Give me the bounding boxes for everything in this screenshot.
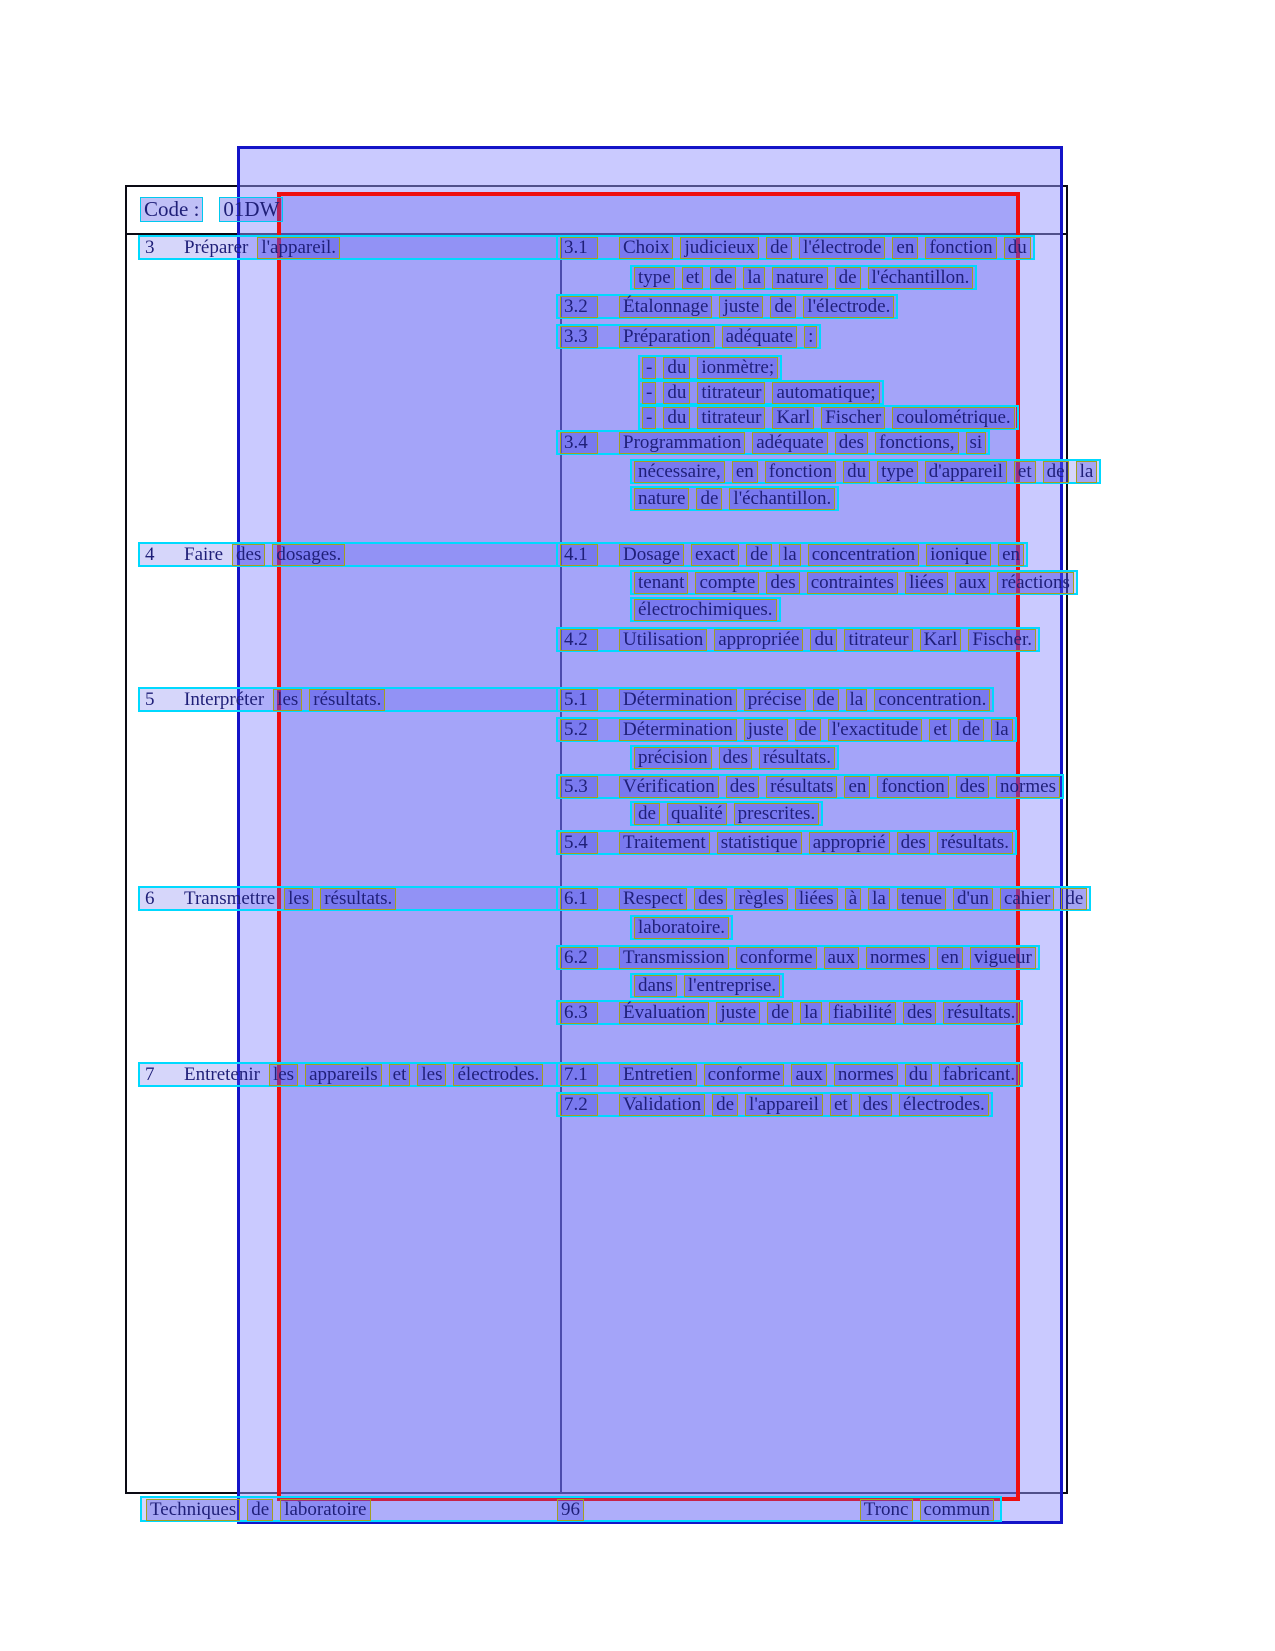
word-box: - <box>642 357 656 379</box>
word-box: Étalonnage <box>619 296 712 318</box>
word-box: en <box>892 237 918 259</box>
ocr-line <box>630 265 977 290</box>
word-box: et <box>1014 461 1036 483</box>
word-box: résultats <box>766 776 837 798</box>
word-box: type <box>634 267 675 289</box>
word-box: précision <box>634 747 712 769</box>
ocr-line <box>630 915 733 940</box>
word-box: coulométrique. <box>892 407 1015 429</box>
item-number: 3 <box>145 236 155 258</box>
word-box: du <box>663 407 690 429</box>
word-box: électrodes. <box>899 1094 989 1116</box>
word-box: de <box>712 1094 738 1116</box>
word-box: tenant <box>634 572 688 594</box>
word-box: Fischer <box>821 407 885 429</box>
word-box: réactions <box>997 572 1074 594</box>
ocr-line <box>630 745 839 770</box>
word-box: l'échantillon. <box>729 488 835 510</box>
word-box: Respect <box>619 888 687 910</box>
word-box: Faire <box>184 543 224 565</box>
ocr-line-7 <box>138 1062 558 1087</box>
item-number: 6 <box>145 887 155 909</box>
word-box: la <box>846 689 868 711</box>
item-number: 5.2 <box>560 719 598 741</box>
word-box: titrateur <box>697 407 765 429</box>
word-box: juste <box>719 296 763 318</box>
word-box: Validation <box>619 1094 705 1116</box>
word-box: Transmission <box>619 947 729 969</box>
word-box: l'électrode <box>799 237 885 259</box>
item-number: 6.2 <box>560 947 598 969</box>
word-box: du <box>905 1064 932 1086</box>
ocr-line-4.1 <box>556 542 1028 567</box>
ocr-line <box>630 486 839 511</box>
word-box: du <box>663 357 690 379</box>
word-box: résultats. <box>309 689 385 711</box>
ocr-line <box>630 597 781 622</box>
item-number: 4.1 <box>560 544 598 566</box>
code-row <box>138 195 285 223</box>
word-box: de <box>958 719 984 741</box>
item-number: 3.4 <box>560 432 598 454</box>
word-box: automatique; <box>772 382 879 404</box>
word-box: la <box>991 719 1013 741</box>
word-box: normes <box>834 1064 898 1086</box>
word-box: l'échantillon. <box>868 267 974 289</box>
word-box: fonction <box>765 461 836 483</box>
ocr-line <box>630 973 784 998</box>
ocr-line <box>630 570 1078 595</box>
ocr-line <box>638 355 782 380</box>
word-box: de <box>696 488 722 510</box>
word-box: Transmettre <box>184 887 276 909</box>
word-box: type <box>877 461 918 483</box>
word-box: nécessaire, <box>634 461 725 483</box>
word-box: en <box>937 947 963 969</box>
word-box: normes <box>996 776 1060 798</box>
ocr-line-7.1 <box>556 1062 1023 1087</box>
word-box: d'appareil <box>925 461 1007 483</box>
word-box: conforme <box>736 947 817 969</box>
word-box: résultats. <box>943 1002 1019 1024</box>
word-box: Karl <box>920 629 962 651</box>
ocr-line-6 <box>138 886 558 911</box>
word-box: Techniques <box>146 1499 240 1521</box>
ocr-line-3.3 <box>556 324 821 349</box>
word-box: des <box>766 572 799 594</box>
item-number: 5.3 <box>560 776 598 798</box>
word-box: des <box>956 776 989 798</box>
word-box: de <box>766 237 792 259</box>
word-box: conforme <box>704 1064 785 1086</box>
word-box: à <box>845 888 861 910</box>
ocr-line-3.2 <box>556 294 898 319</box>
word-box: l'appareil <box>745 1094 823 1116</box>
word-box: appareils <box>305 1064 382 1086</box>
ocr-line-5.2 <box>556 717 1017 742</box>
word-box: fonction <box>925 237 996 259</box>
word-box: vigueur <box>970 947 1036 969</box>
word-box: laboratoire <box>280 1499 370 1521</box>
ocr-line-6.2 <box>556 945 1040 970</box>
word-box: Choix <box>619 237 673 259</box>
word-box: des <box>835 432 868 454</box>
word-box: la <box>779 544 801 566</box>
word-box: titrateur <box>697 382 765 404</box>
footer-right <box>860 1499 994 1521</box>
word-box: adéquate <box>752 432 828 454</box>
word-box: Traitement <box>619 832 710 854</box>
word-box: la <box>1076 461 1098 483</box>
ocr-line-5.4 <box>556 830 1017 855</box>
item-number: 6.1 <box>560 888 598 910</box>
word-box: compte <box>695 572 759 594</box>
word-box: fonctions, <box>875 432 958 454</box>
word-box: Tronc <box>860 1499 913 1521</box>
ocr-line-3.4 <box>556 430 990 455</box>
word-box: aux <box>955 572 990 594</box>
word-box: des <box>859 1094 892 1116</box>
word-box: exact <box>691 544 739 566</box>
word-box: et <box>389 1064 411 1086</box>
word-box: de <box>795 719 821 741</box>
page-number: 96 <box>557 1499 584 1521</box>
item-number: 7 <box>145 1063 155 1085</box>
ocr-line <box>638 380 884 405</box>
word-box: aux <box>824 947 859 969</box>
footer <box>140 1496 1002 1522</box>
ocr-line-4 <box>138 542 558 567</box>
word-box: prescrites. <box>734 803 820 825</box>
word-box: Entretenir <box>184 1063 260 1085</box>
word-box: titrateur <box>844 629 912 651</box>
item-number: 5.4 <box>560 832 598 854</box>
word-box: la <box>743 267 765 289</box>
word-box: des <box>232 544 265 566</box>
word-box: appropriée <box>714 629 803 651</box>
word-box: et <box>830 1094 852 1116</box>
word-box: précise <box>744 689 806 711</box>
word-box: de <box>247 1499 273 1521</box>
word-box: Entretien <box>619 1064 697 1086</box>
code-value: 01DW <box>219 197 283 222</box>
word-box: Interpréter <box>184 688 265 710</box>
word-box: commun <box>920 1499 995 1521</box>
ocr-line-6.3 <box>556 1000 1023 1025</box>
word-box: fonction <box>877 776 948 798</box>
ocr-line-4.2 <box>556 627 1040 652</box>
footer-left <box>146 1499 371 1521</box>
word-box: liées <box>905 572 948 594</box>
word-box: des <box>719 747 752 769</box>
item-number: 6.3 <box>560 1002 598 1024</box>
word-box: Karl <box>772 407 814 429</box>
word-box: des <box>903 1002 936 1024</box>
word-box: en <box>998 544 1024 566</box>
word-box: résultats. <box>759 747 835 769</box>
item-number: 3.2 <box>560 296 598 318</box>
word-box: de <box>1061 888 1087 910</box>
footer-page-number <box>557 1499 584 1521</box>
word-box: Programmation <box>619 432 745 454</box>
word-box: nature <box>772 267 827 289</box>
word-box: de <box>770 296 796 318</box>
word-box: de <box>634 803 660 825</box>
word-box: Fischer. <box>968 629 1036 651</box>
word-box: Évaluation <box>619 1002 709 1024</box>
ocr-line-5.1 <box>556 687 994 712</box>
word-box: normes <box>866 947 930 969</box>
word-box: concentration. <box>874 689 990 711</box>
word-box: Préparation <box>619 326 715 348</box>
ocr-line-3 <box>138 235 558 260</box>
word-box: de <box>767 1002 793 1024</box>
word-box: des <box>897 832 930 854</box>
word-box: la <box>868 888 890 910</box>
word-box: les <box>284 888 313 910</box>
word-box: si <box>966 432 987 454</box>
word-box: l'entreprise. <box>684 975 780 997</box>
word-box: Préparer <box>184 236 249 258</box>
word-box: aux <box>791 1064 826 1086</box>
word-box: juste <box>744 719 788 741</box>
word-box: l'électrode. <box>803 296 894 318</box>
word-box: - <box>642 407 656 429</box>
ocr-line-3.1 <box>556 235 1035 260</box>
ocr-line-5.3 <box>556 774 1064 799</box>
word-box: fiabilité <box>829 1002 896 1024</box>
word-box: fabricant. <box>939 1064 1019 1086</box>
word-box: laboratoire. <box>634 917 729 939</box>
word-box: règles <box>734 888 787 910</box>
word-box: les <box>269 1064 298 1086</box>
word-box: du <box>810 629 837 651</box>
word-box: électrochimiques. <box>634 599 777 621</box>
word-box: en <box>732 461 758 483</box>
word-box: ionmètre; <box>697 357 778 379</box>
item-number: 3.3 <box>560 326 598 348</box>
word-box: adéquate <box>722 326 798 348</box>
ocr-line-6.1 <box>556 886 1091 911</box>
word-box: Détermination <box>619 719 737 741</box>
word-box: du <box>663 382 690 404</box>
word-box: et <box>682 267 704 289</box>
word-box: des <box>694 888 727 910</box>
word-box: - <box>642 382 656 404</box>
word-box: Vérification <box>619 776 719 798</box>
word-box: concentration <box>808 544 919 566</box>
word-box: Détermination <box>619 689 737 711</box>
word-box: statistique <box>717 832 802 854</box>
word-box: du <box>843 461 870 483</box>
word-box: les <box>417 1064 446 1086</box>
word-box: de <box>1043 461 1069 483</box>
code-label: Code : <box>140 197 203 222</box>
ocr-line-7.2 <box>556 1092 993 1117</box>
word-box: : <box>804 326 817 348</box>
word-box: Dosage <box>619 544 684 566</box>
word-box: contraintes <box>807 572 898 594</box>
word-box: les <box>273 689 302 711</box>
word-box: nature <box>634 488 689 510</box>
ocr-line <box>630 459 1101 484</box>
word-box: de <box>835 267 861 289</box>
ocr-line <box>630 801 823 826</box>
word-box: résultats. <box>937 832 1013 854</box>
word-box: et <box>929 719 951 741</box>
word-box: de <box>813 689 839 711</box>
item-number: 5.1 <box>560 689 598 711</box>
word-box: approprié <box>809 832 890 854</box>
word-box: tenue <box>897 888 946 910</box>
item-number: 4 <box>145 543 155 565</box>
word-box: l'appareil. <box>257 237 340 259</box>
word-box: l'exactitude <box>828 719 923 741</box>
word-box: résultats. <box>320 888 396 910</box>
word-box: dans <box>634 975 677 997</box>
word-box: la <box>800 1002 822 1024</box>
word-box: Utilisation <box>619 629 707 651</box>
word-box: judicieux <box>680 237 759 259</box>
word-box: d'un <box>953 888 993 910</box>
word-box: juste <box>716 1002 760 1024</box>
item-number: 4.2 <box>560 629 598 651</box>
word-box: qualité <box>667 803 727 825</box>
word-box: liées <box>795 888 838 910</box>
word-box: ionique <box>926 544 991 566</box>
item-number: 7.2 <box>560 1094 598 1116</box>
word-box: de <box>746 544 772 566</box>
item-number: 5 <box>145 688 155 710</box>
word-box: électrodes. <box>453 1064 543 1086</box>
word-box: en <box>844 776 870 798</box>
word-box: dosages. <box>272 544 345 566</box>
item-number: 7.1 <box>560 1064 598 1086</box>
ocr-line-5 <box>138 687 558 712</box>
item-number: 3.1 <box>560 237 598 259</box>
word-box: des <box>726 776 759 798</box>
word-box: cahier <box>1000 888 1054 910</box>
ocr-line <box>638 405 1019 430</box>
word-box: de <box>710 267 736 289</box>
word-box: du <box>1004 237 1031 259</box>
